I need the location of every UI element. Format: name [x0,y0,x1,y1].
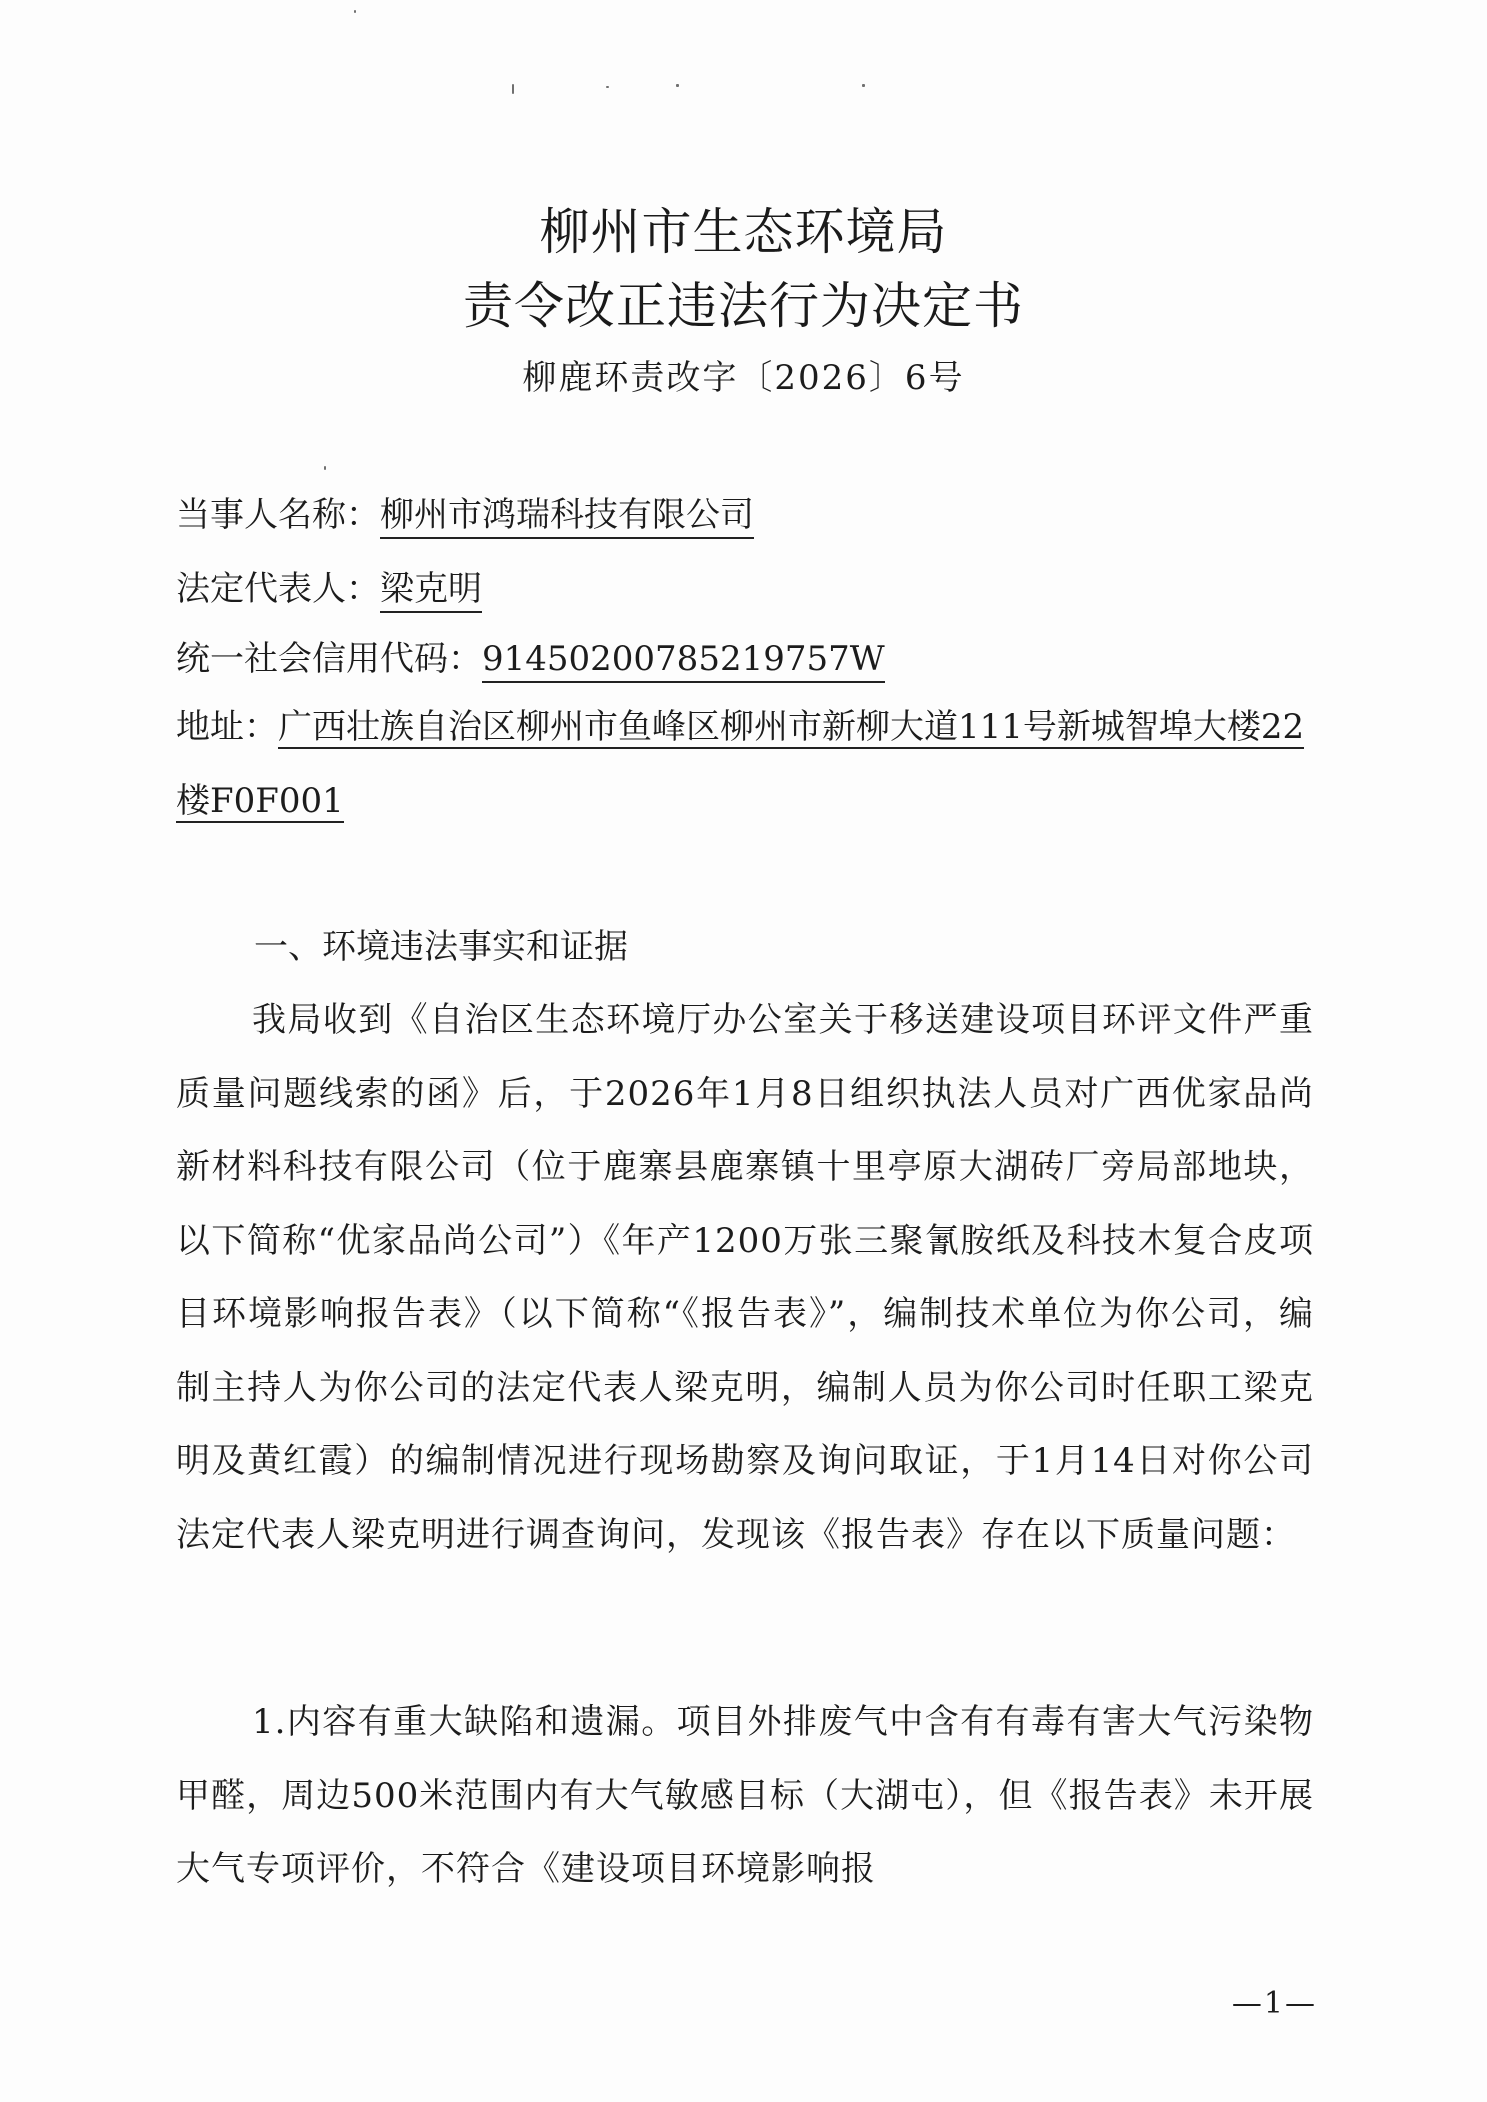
legal-rep-value: 梁克明 [380,569,482,613]
address-value: 广西壮族自治区柳州市鱼峰区柳州市新柳大道111号新城智埠大楼22楼F0F001 [176,707,1305,821]
address-row [176,690,1306,838]
credit-code-value: 91450200785219757W [482,639,885,683]
party-name-row [176,478,754,552]
credit-code-label: 统一社会信用代码： [176,639,482,679]
scan-speck [676,84,679,87]
legal-rep-row [176,552,482,626]
section-heading: 一、环境违法事实和证据 [254,927,628,967]
legal-rep-label: 法定代表人： [176,569,380,609]
scan-speck [512,84,514,94]
facts-paragraph: 我局收到《自治区生态环境厅办公室关于移送建设项目环评文件严重质量问题线索的函》后，于2026年1月8日组织执法人员对广西优家品尚新材料科技有限公司（位于鹿寨县鹿寨镇十里亭原大湖砖厂旁局部地块，以下简称“优家品尚公司”）《年产1200万张三聚氰胺纸及科技木复合皮项目环境影响报告表》（以下简称“《报告表》”，编制技术单位为你公司，编制主持人为你公司的法定代表人梁克明，编制人员为你公司时任职工梁克明及黄红霞）的编制情况进行现场勘察及询问取证，于1月14日对你公司法定代表人梁克明进行调查询问，发现该《报告表》存在以下质量问题： [176,1000,1314,1555]
credit-code-row [176,622,885,696]
scan-speck [862,84,865,87]
decision-title: 责令改正违法行为决定书 [463,277,1024,335]
address-label: 地址： [176,707,278,747]
page-number: —1— [1231,1986,1317,2021]
scan-speck [324,466,326,470]
issue-1-paragraph: 1.内容有重大缺陷和遗漏。项目外排废气中含有有毒有害大气污染物甲醛，周边500米范围内有大气敏感目标（大湖屯），但《报告表》未开展大气专项评价，不符合《建设项目环境影响报 [176,1702,1314,1889]
scan-speck [606,86,609,88]
issuing-authority-title: 柳州市生态环境局 [539,203,948,261]
document-number: 柳鹿环责改字〔2026〕6号 [522,358,965,398]
party-name-label: 当事人名称： [176,495,380,535]
party-name-value: 柳州市鸿瑞科技有限公司 [380,495,754,539]
scan-speck [354,10,356,13]
